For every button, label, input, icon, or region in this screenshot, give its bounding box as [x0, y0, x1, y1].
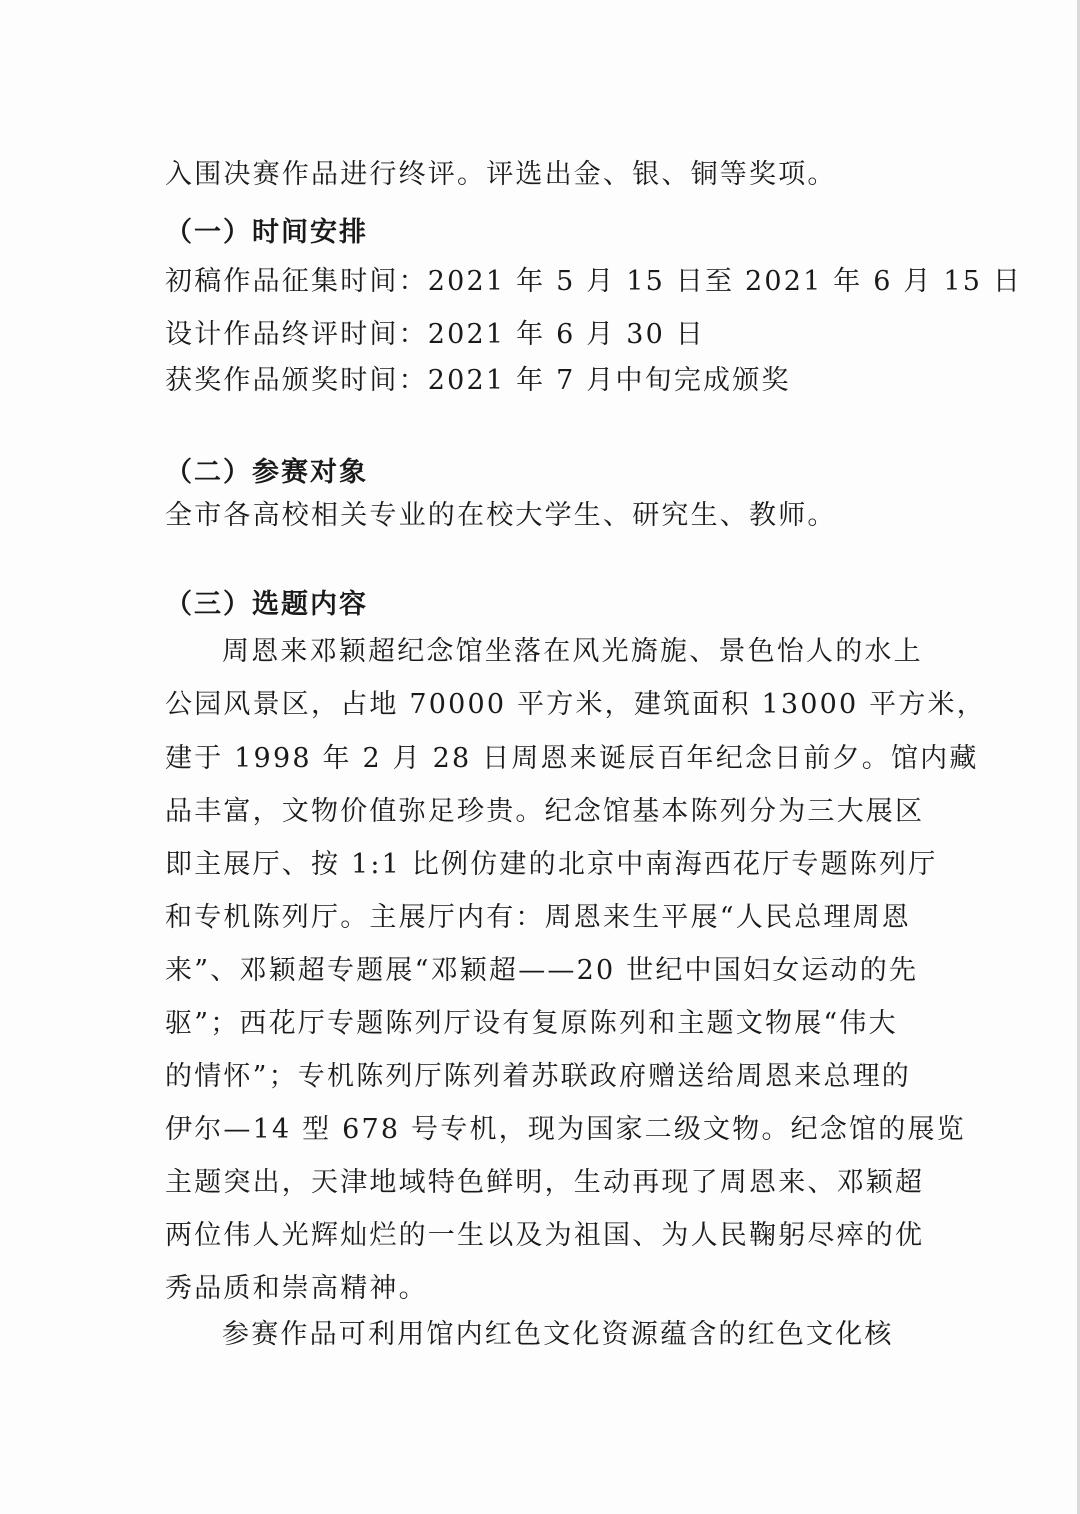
paragraph-line: 主题突出，天津地域特色鲜明，生动再现了周恩来、邓颖超 [165, 1167, 925, 1198]
paragraph-line: 和专机陈列厅。主展厅内有：周恩来生平展“人民总理周恩 [165, 902, 912, 933]
paragraph-line: 伊尔—14 型 678 号专机，现为国家二级文物。纪念馆的展览 [165, 1114, 966, 1145]
participants-line: 全市各高校相关专业的在校大学生、研究生、教师。 [165, 500, 837, 531]
section-heading-participants: （二）参赛对象 [165, 457, 368, 488]
paragraph-line: 参赛作品可利用馆内红色文化资源蕴含的红色文化核 [222, 1319, 894, 1350]
paragraph-line: 品丰富，文物价值弥足珍贵。纪念馆基本陈列分为三大展区 [165, 796, 925, 827]
paragraph-line: 两位伟人光辉灿烂的一生以及为祖国、为人民鞠躬尽瘁的优 [165, 1220, 925, 1251]
paragraph-line: 驱”；西花厅专题陈列厅设有复原陈列和主题文物展“伟大 [165, 1008, 898, 1039]
paragraph-line: 来”、邓颖超专题展“邓颖超——20 世纪中国妇女运动的先 [165, 955, 919, 986]
paragraph-line: 即主展厅、按 1:1 比例仿建的北京中南海西花厅专题陈列厅 [165, 849, 938, 880]
schedule-line: 设计作品终评时间：2021 年 6 月 30 日 [165, 319, 705, 350]
schedule-line: 初稿作品征集时间：2021 年 5 月 15 日至 2021 年 6 月 15 日 [165, 266, 1023, 297]
paragraph-line: 秀品质和崇高精神。 [165, 1273, 428, 1304]
schedule-line: 获奖作品颁奖时间：2021 年 7 月中旬完成颁奖 [165, 365, 791, 396]
paragraph-line: 周恩来邓颖超纪念馆坐落在风光旖旎、景色怡人的水上 [222, 636, 923, 667]
paragraph-line: 公园风景区，占地 70000 平方米，建筑面积 13000 平方米， [165, 689, 986, 720]
section-heading-topic: （三）选题内容 [165, 589, 368, 620]
intro-line: 入围决赛作品进行终评。评选出金、银、铜等奖项。 [165, 159, 837, 190]
section-heading-schedule: （一）时间安排 [165, 217, 368, 248]
paragraph-line: 建于 1998 年 2 月 28 日周恩来诞辰百年纪念日前夕。馆内藏 [165, 743, 979, 774]
paragraph-line: 的情怀”；专机陈列厅陈列着苏联政府赠送给周恩来总理的 [165, 1061, 912, 1092]
